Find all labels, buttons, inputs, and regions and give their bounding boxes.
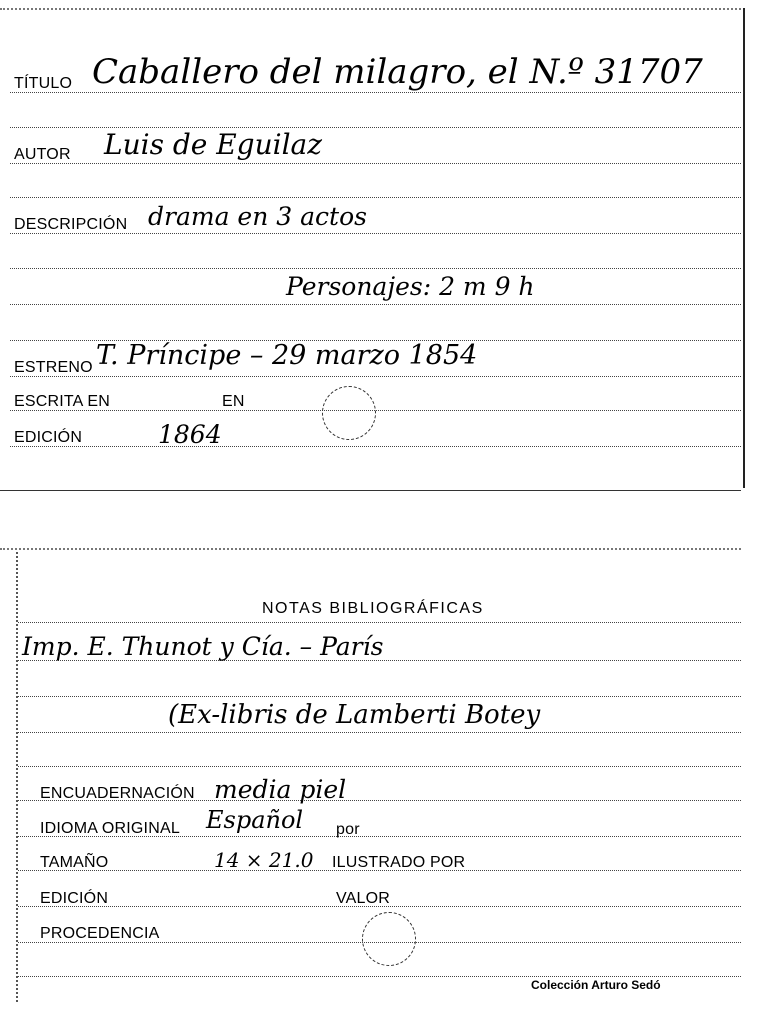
catalog-card-bottom — [0, 540, 759, 1010]
rule-bottom — [18, 976, 741, 977]
notas-heading: NOTAS BIBLIOGRÁFICAS — [262, 600, 484, 617]
autor-value: Luis de Eguilaz — [104, 128, 322, 161]
rule-notas-4 — [18, 732, 741, 733]
titulo-label: TÍTULO — [14, 75, 73, 92]
ilustrado-label: ILUSTRADO POR — [332, 854, 466, 871]
rule-notas-5 — [18, 766, 741, 767]
card-right-edge — [743, 8, 745, 488]
card-left-edge — [16, 552, 18, 1002]
rule-titulo — [10, 92, 741, 93]
estreno-value: T. Príncipe – 29 marzo 1854 — [96, 340, 478, 371]
rule-estreno — [10, 376, 741, 377]
descripcion-label: DESCRIPCIÓN — [14, 216, 128, 233]
estreno-label: ESTRENO — [14, 359, 93, 376]
encuadernacion-value: media piel — [214, 775, 347, 804]
card-bottom-border — [0, 548, 741, 550]
library-stamp-mark — [322, 386, 376, 440]
tamano-value: 14 × 21.0 — [214, 848, 314, 872]
personajes-value: Personajes: 2 m 9 h — [286, 272, 535, 301]
idioma-value: Español — [206, 806, 304, 834]
titulo-value: Caballero del milagro, el N.º 31707 — [92, 52, 703, 92]
card-top-border — [0, 8, 741, 10]
escrita-en-label: ESCRITA EN — [14, 393, 110, 410]
en-label: EN — [222, 393, 245, 410]
edicion-2-label: EDICIÓN — [40, 890, 109, 907]
rule-edicion — [10, 446, 741, 447]
rule-autor — [10, 163, 741, 164]
rule-2 — [10, 197, 741, 198]
coleccion-footer: Colección Arturo Sedó — [531, 978, 661, 992]
valor-label: VALOR — [336, 890, 391, 907]
edicion-label: EDICIÓN — [14, 429, 83, 446]
rule-notas-3 — [18, 696, 741, 697]
edicion-value: 1864 — [158, 420, 222, 449]
rule-personajes — [10, 304, 741, 305]
rule-notas-1 — [18, 622, 741, 623]
descripcion-value: drama en 3 actos — [148, 202, 367, 231]
rule-3 — [10, 268, 741, 269]
idioma-label: IDIOMA ORIGINAL — [40, 820, 180, 837]
nota-2-value: (Ex-libris de Lamberti Botey — [168, 700, 541, 730]
autor-label: AUTOR — [14, 146, 71, 163]
library-stamp-mark-2 — [362, 912, 416, 966]
tamano-label: TAMAÑO — [40, 854, 109, 871]
por-label: por — [336, 821, 360, 838]
procedencia-label: PROCEDENCIA — [40, 925, 160, 942]
card-bottom-edge — [0, 490, 741, 491]
nota-1-value: Imp. E. Thunot y Cía. – París — [22, 632, 384, 661]
encuadernacion-label: ENCUADERNACIÓN — [40, 785, 195, 802]
catalog-card-top — [0, 0, 759, 495]
